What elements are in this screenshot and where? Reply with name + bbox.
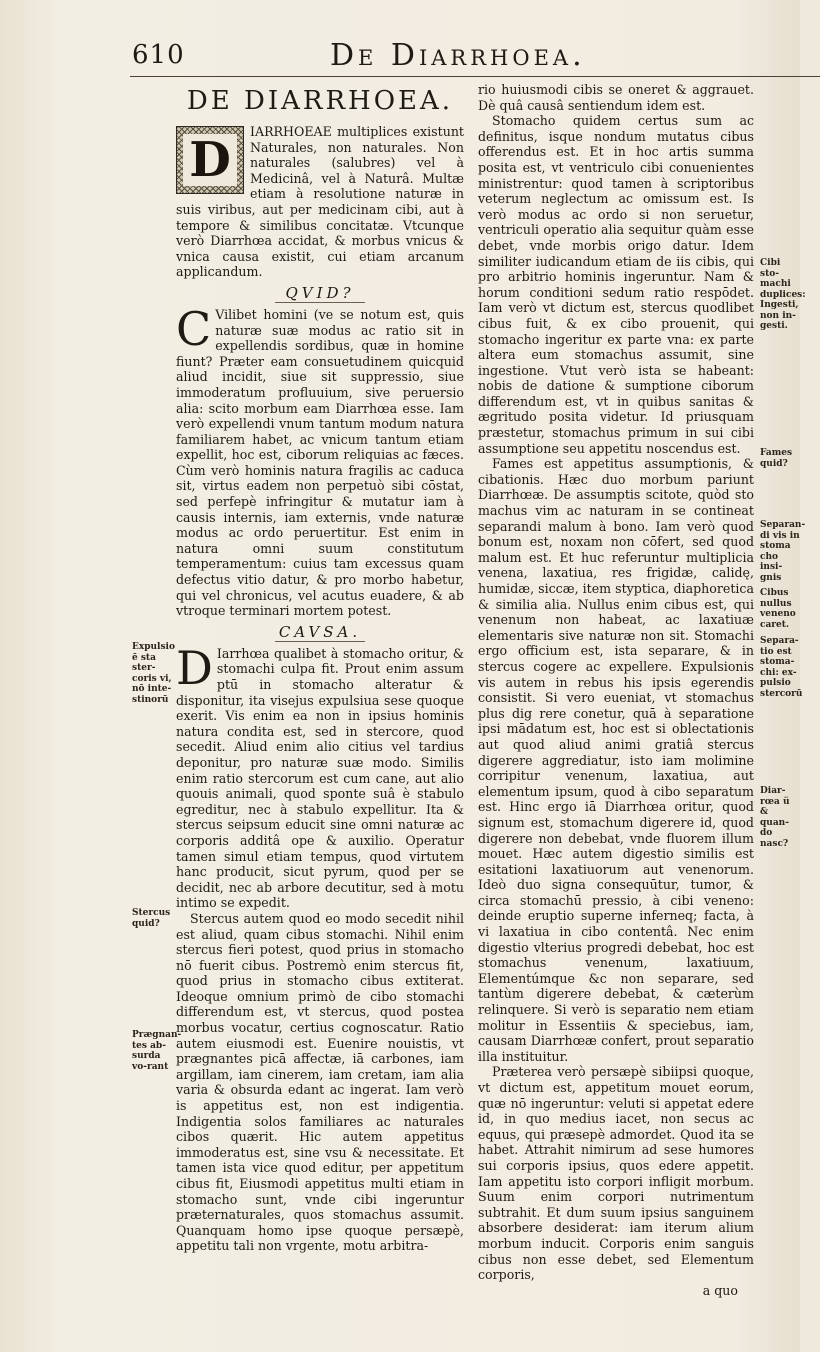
fames-paragraph: Fames est appetitus assumptionis, & cibationis. Hæc duo morbum pariunt Diarrhœæ. De assumptis scitote, quòd sto machus vim ac naturam in se contineat separandi malum à bono. Iam verò quod bonum est, noxam non cōfert, sed quod malum est. Et huc referuntur multiplicia venena, laxatiua, res frigidæ, calidę, humidæ, siccæ, item styptica, diaphoretica & similia alia. Nullus enim cibus est, qui venenum non habeat, ac laxatiuæ elementaris sive naturæ non sit. Stomachi ergo officium est, ista separare, & in stercus cogere ac expellere. Expulsionis vis autem in rebus his ipsis egerendis consistit. Si vero eueniat, vt stomachus plus dig rere conetur, quā à separatione ipsi mādatum est, hoc est si oblectationis aut quod aliud animi gratiâ stercus digerere aggrediatur, isto iam molimine corripitur venenum, laxatiua, aut elementum ipsum, quod à cibo separatum est. Hinc ergo iā Diarrhœa oritur, quod signum est, stomachum digerere id, quod digerere non debebat, vnde fluorem illum mouet. Hæc autem digestio similis est esitationi laxatiuorum aut venenorum. Ideò duo signa consequūtur, tumor, & circa stomachū pressio, à cibi veneno: deinde eruptio superne inferneq; facta, à vi laxatiua in cibo contentâ. Nec enim digestio vlterius progredi debebat, hoc est stomachus venenum, laxatiuum, Elementúmque &c non separare, sed tantùm digerere debebat, & cæterùm relinquere. Si verò is separatio nem etiam molitur in Essentiis & speciebus, iam, causam Diarrhœæ confert, prout separatio illa instituitur. [478, 456, 754, 1064]
right-column [478, 82, 754, 1298]
margin-note-right: Separan-di vis in stoma cho insi-gnis [760, 520, 806, 583]
continued-paragraph: rio huiusmodi cibis se oneret & aggrauet. Dè quâ causâ sentiendum idem est. [478, 82, 754, 113]
margin-note-left: Stercus quid? [132, 908, 171, 929]
margin-note-left: Prægnan-tes ab-surda vo-rant [132, 1030, 182, 1072]
margin-note-right: Diar-rœa ü & quan-do nasc? [760, 786, 790, 849]
drop-initial: D [176, 640, 213, 695]
quid-paragraph: C Vilibet homini (ve se notum est, quis naturæ suæ modus ac ratio sit in expellendis sordibus, quæ in homine fiunt? Præter eam consuetudinem quicquid aliud incidit, siue sit suppressio, siue immoderatum profluuium, sive peruersio alia: scito morbum eam Diarrhœa esse. Iam verò expellendi vnum tantum modum natura familiarem habet, ac vnicum tantum etiam expellit, hoc est, ciborum reliquias ac fæces. Cùm verò hominis natura fragilis ac caduca sit, virtus eadem non perpetuò sibi cōstat, sed perfepè infringitur & mutatur iam à causis internis, iam externis, vnde naturæ modus ac ordo peruertitur. Est enim in natura omni suum constitutum temperamentum: cuius tam excessus quam defectus vitio datur, & pro morbo habetur, qui vel chronicus, vel acutus euadere, & ab vtroque terminari mortem potest. [176, 301, 464, 619]
chapter-title: DE DIARRHOEA. [186, 86, 454, 116]
appetite-paragraph: Præterea verò persæpè sibiipsi quoque, vt dictum est, appetitum mouet eorum, quæ nō ingeruntur: veluti si appetat edere id, in quo medius iacet, non secus ac equus, qui præsepè admordet. Quod ita se habet. Attrahit nimirum ad sese humores sui corporis ipsius, quos edere appetit. Iam appetitu isto corpori infligit morbum. Suum enim corpori nutrimentum subtrahit. Et dum suum ipsius sanguinem absorbere desiderat: iam iterum alium morbum inducit. Corporis enim sanguis cibus non esse debet, sed Elementum corporis, [478, 1064, 754, 1283]
page-number: 610 [132, 40, 185, 70]
stercus-paragraph: Stercus autem quod eo modo secedit nihil est aliud, quam cibus stomachi. Nihil enim stercus fieri potest, quod prius in stomacho nō fuerit cibus. Postremò enim stercus fit, quod prius in stomacho cibus extiterat. Ideoque omnium primò de cibo stomachi differendum est, vt stercus, quod postea morbus vocatur, certius cognoscatur. Ratio autem eiusmodi est. Euenire nouistis, vt prægnantes picā affectæ, iā carbones, iam argillam, iam cinerem, iam cretam, iam alia varia & obsurda edant ac ingerat. Iam verò is appetitus est, non est indigentia. Indigentia solos familiares ac naturales cibos quærit. Hic autem appetitus immoderatus est, sine vsu & necessitate. Et tamen ista vice quod editur, per appetitum cibus fit, Eiusmodi appetitus multi etiam in stomacho sunt, vnde cibi ingeruntur præternaturales, quos stomachus assumit. Quanquam homo ipse quoque persæpè, appetitu tali non vrgente, motu arbitra- [176, 910, 464, 1254]
causa-paragraph: D Iarrhœa qualibet à stomacho oritur, & stomachi culpa fit. Prout enim assum ptū in stomacho alteratur & disponitur, ita visejus expulsiua sese quoque exerit. Vis enim ea non in ipsius hominis natura condita est, sed in stercore, quod secedit. Aliud enim alio citius vel tardius deponitur, pro naturæ suæ modo. Similis enim ratio stercorum est cum cane, aut alio quouis animali, quod sponte suâ è stabulo egreditur, nec à stabulo expellitur. Ita & stercus seipsum educit sine omni naturæ ac corporis additâ ope & auxilio. Operatur tamen simul etiam tempus, quod virtutem hanc producit, sicut pyrum, quod per se decidit, nec ab arbore decutitur, sed à motu intimo se expedit. [176, 640, 464, 911]
stomach-paragraph: Stomacho quidem certus sum ac definitus, isque nondum mutatus cibus offerendus est. Et in hoc artis summa posita est, vt ventriculo cibi conuenientes ministrentur: quod tamen à scriptoribus veterum neglectum ac omissum est. Is verò modus ac ordo si non seruetur, ventriculi operatio alia sequitur quàm esse debet, vnde morbis origo datur. Idem similiter iudicandum etiam de iis cibis, qui pro arbitrio hominis ingeruntur. Nam & horum conditioni sedum ratio respōdet. Iam verò vt dictum est, stercus quodlibet cibus fuit, & ex cibo prouenit, qui stomacho ingeritur ex parte vna: ex parte altera eum stomachus assumit, sine ingestione. Vtut verò ista se habeant: nobis de datione & sumptione ciborum differendum est, vt in quibus sanitas & ægritudo posita videtur. Id priusquam præstetur, stomachus primum in sui cibi assumptione seu appetitu noscendus est. [478, 113, 754, 456]
catchword: a quo [702, 1282, 738, 1298]
running-title: De Diarrhoea. [330, 38, 586, 73]
left-column [176, 82, 464, 1254]
margin-note-left: Expulsio ē sta ster-coris vi, nō inte-stinorū [132, 642, 175, 705]
margin-note-right: Separa-tio est stoma-chi: ex-pulsio stercorū [760, 636, 803, 699]
margin-note-right: Cibi sto-machi duplices: Ingesti, non in-gesti. [760, 258, 806, 331]
margin-note-right: Fames quid? [760, 448, 793, 469]
ornate-initial: D [176, 126, 244, 194]
section-heading-causa: CAVSA. [275, 623, 365, 642]
intro-paragraph: D IARRHOEAE multiplices existunt Naturales, non naturales. Non naturales (salubres) vel à Medicinâ, vel à Naturâ. Multæ etiam à resolutione naturæ in suis viribus, aut per medicinam cibi, aut à tempore & similibus concitatæ. Vtcunque verò Diarrhœa accidat, & morbus vnicus & vnica causa existit, cui etiam arcanum applicandum. [176, 124, 464, 280]
drop-initial: C [176, 301, 212, 356]
header-rule [130, 76, 820, 77]
section-heading-quid: QVID? [275, 284, 365, 303]
margin-note-right: Cibus nullus veneno caret. [760, 588, 796, 630]
